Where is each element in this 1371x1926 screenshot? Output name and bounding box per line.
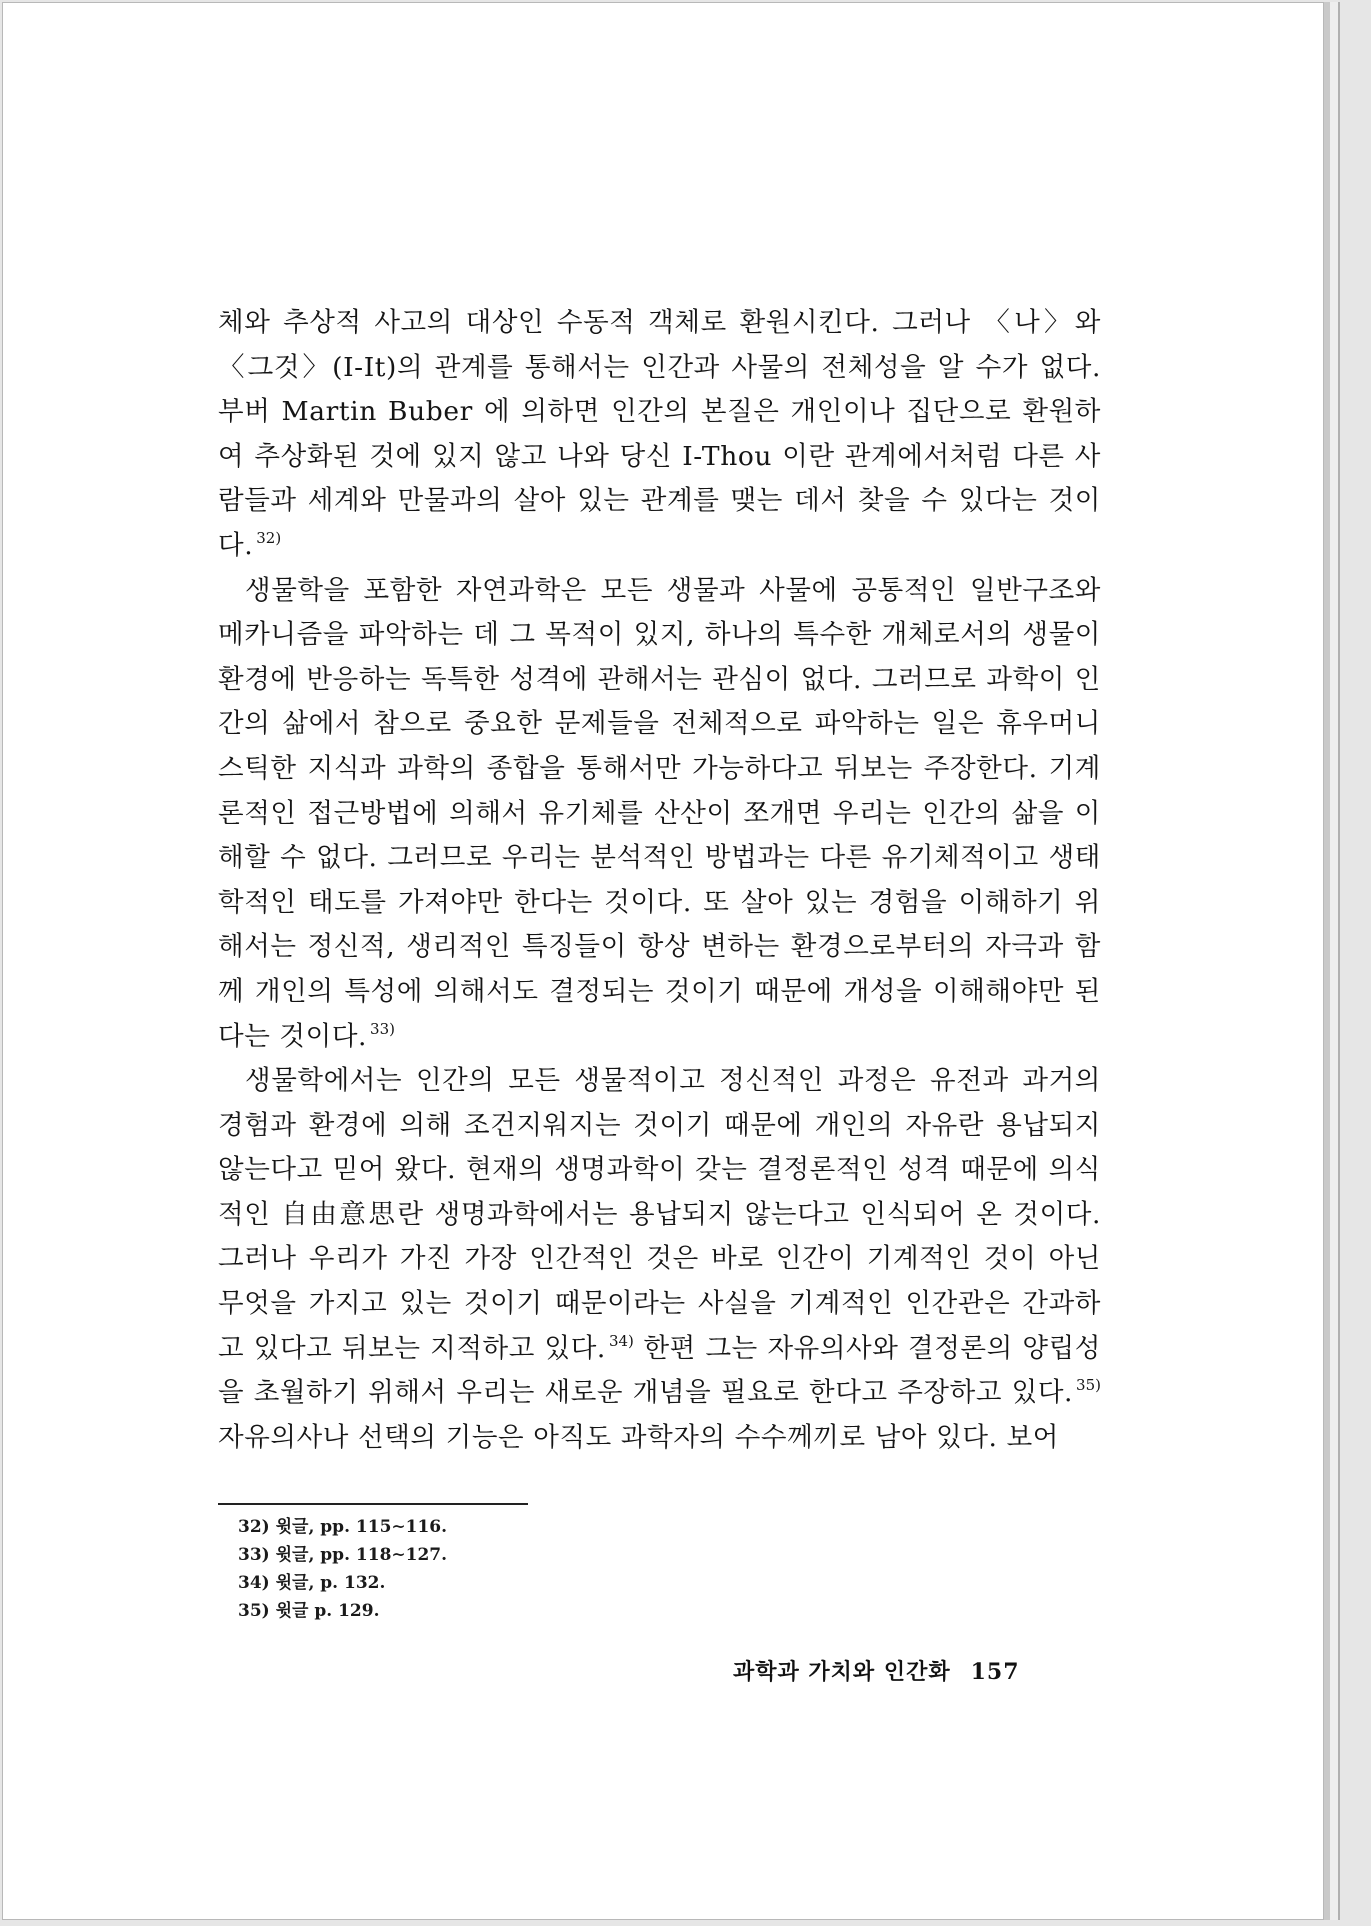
running-title: 과학과 가치와 인간화 xyxy=(733,1659,951,1685)
footnote-ref-34: 34) xyxy=(608,1331,634,1350)
page-number: 157 xyxy=(970,1659,1020,1685)
running-footer xyxy=(733,1655,1083,1686)
paragraph-1-text: 체와 추상적 사고의 대상인 수동적 객체로 환원시킨다. 그러나 〈나〉와 〈그것〉(I-It)의 관계를 통해서는 인간과 사물의 전체성을 알 수가 없다. 부버 Martin Buber 에 의하면 인간의 본질은 개인이나 집단으로 환원하여 추상화된 것에 있지 않고 나와 당신 I-Thou 이란 관계에서처럼 다른 사람들과 세계와 만물과의 살아 있는 관계를 맺는 데서 찾을 수 있다는 것이다. xyxy=(218,307,1101,561)
footnote-list xyxy=(238,1513,447,1625)
footnote-34: 34) 윗글, p. 132. xyxy=(238,1573,386,1593)
paragraph-3-text-b: 한편 그는 자유의사와 결정론의 양립성을 초월하기 위해서 우리는 새로운 개념을 필요로 한다고 주장하고 있다. xyxy=(218,1332,1101,1409)
footnote-33: 33) 윗글, pp. 118∼127. xyxy=(238,1545,448,1565)
paragraph-2-text: 생물학을 포함한 자연과학은 모든 생물과 사물에 공통적인 일반구조와 메카니즘을 파악하는 데 그 목적이 있지, 하나의 특수한 개체로서의 생물이 환경에 반응하는 독특한 성격에 관해서는 관심이 없다. 그러므로 과학이 인간의 삶에서 참으로 중요한 문제들을 전체적으로 파악하는 일은 휴우머니스틱한 지식과 과학의 종합을 통해서만 가능하다고 뒤보는 주장한다. 기계론적인 접근방법에 의해서 유기체를 산산이 쪼개면 우리는 인간의 삶을 이해할 수 없다. 그러므로 우리는 분석적인 방법과는 다른 유기체적이고 생태학적인 태도를 가져야만 한다는 것이다. 또 살아 있는 경험을 이해하기 위해서는 정신적, 생리적인 특징들이 항상 변하는 환경으로부터의 자극과 함께 개인의 특성에 의해서도 결정되는 것이기 때문에 개성을 이해해야만 된다는 것이다. xyxy=(218,574,1101,1052)
footnote-ref-35: 35) xyxy=(1076,1376,1101,1395)
paragraph-3-text-a: 생물학에서는 인간의 모든 생물적이고 정신적인 과정은 유전과 과거의 경험과 환경에 의해 조건지워지는 것이기 때문에 개인의 자유란 용납되지 않는다고 믿어 왔다. 현재의 생명과학이 갖는 결정론적인 성격 때문에 의식적인 自由意思란 생명과학에서는 용납되지 않는다고 인식되어 온 것이다. 그러나 우리가 가진 가장 인간적인 것은 바로 인간이 기계적인 것이 아닌 무엇을 가지고 있는 것이기 때문이라는 사실을 기계적인 인간관은 간과하고 있다고 뒤보는 지적하고 있다. xyxy=(218,1065,1101,1364)
footnote-35: 35) 윗글 p. 129. xyxy=(238,1601,380,1621)
footnote-ref-33: 33) xyxy=(370,1019,395,1038)
footnote-32: 32) 윗글, pp. 115∼116. xyxy=(238,1517,448,1537)
paragraph-1 xyxy=(218,301,1101,569)
body-text xyxy=(218,301,1101,1460)
footnote-divider xyxy=(218,1503,528,1505)
paragraph-3 xyxy=(218,1059,1101,1460)
book-page xyxy=(2,2,1324,1920)
paragraph-3-text-c: 자유의사나 선택의 기능은 아직도 과학자의 수수께끼로 남아 있다. 보어 xyxy=(218,1421,1059,1453)
paragraph-2 xyxy=(218,569,1101,1060)
footnote-ref-32: 32) xyxy=(256,528,282,547)
